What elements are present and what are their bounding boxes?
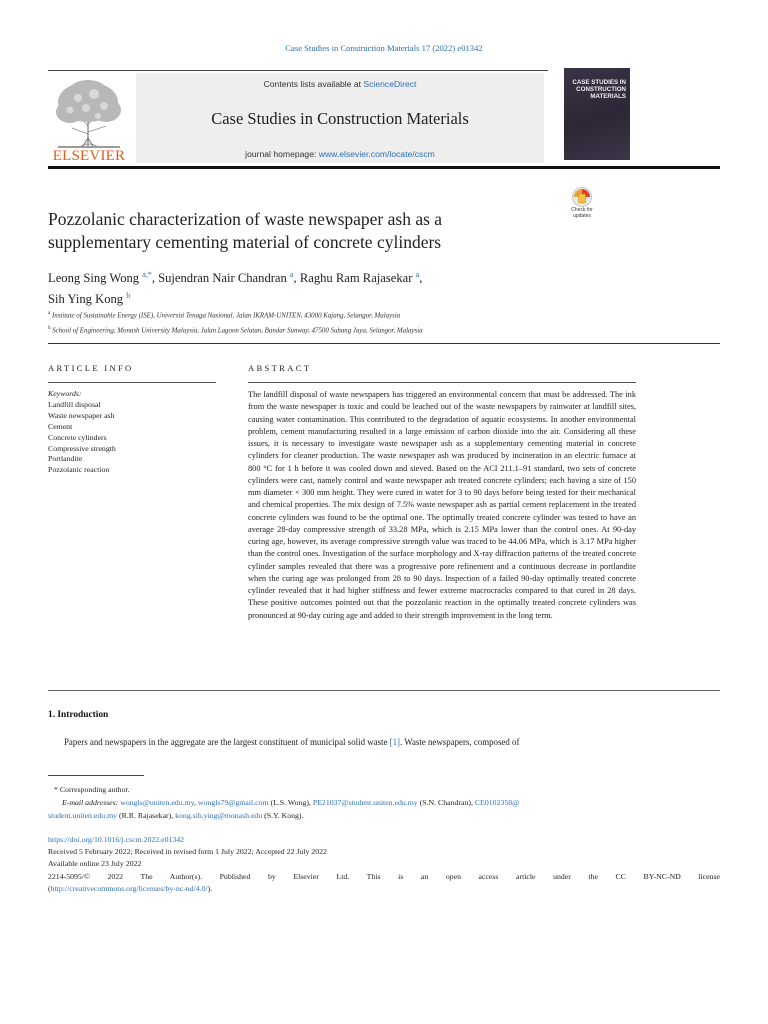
- received-dates: Received 5 February 2022; Received in revised form 1 July 2022; Accepted 22 July 2022: [48, 847, 327, 857]
- check-updates-icon: [566, 186, 598, 208]
- affiliation-text: School of Engineering, Monash University Malaysia, Jalan Lagoon Selatan, Bandar Sunway, 47500 Subang Jaya, Selangor, Malaysia: [52, 327, 423, 335]
- abstract-heading: ABSTRACT: [248, 363, 312, 373]
- available-online: Available online 23 July 2022: [48, 859, 142, 869]
- abstract-text: The landfill disposal of waste newspapers has triggered an environmental concern that must be addressed. The ink from the waste newspaper is toxic and could be leached out of the waste newspapers by rainwater at landfill sites, causing water contamination. This contributed to the degradation of aquatic ecosystems. In another environmental problem, cement manufacturing resulted in a large emission of carbon dioxide into the air. Considering all these issues, it is necessary to investigate waste newspaper ash as a supplementary cementing material in concrete cylinders for cleaner production. The waste newspaper ash was produced by incineration in an electric furnace at 800 °C for 1 h before it was cooled down and sieved. Based on the ACI 211.1–91 standard, two sets of concrete cylinders were cast, namely control and waste newspaper ash treated concrete cylinders; each having a size of 150 mm diameter × 300 mm height. They were cured in water for 3 to 90 days before being tested for their mechanical and chemical properties. The mix design of 7.5% waste newspaper ash as partial cement replacement in the treated concrete cylinders was found to be the optimal one. The optimally treated concrete cylinder was tested to have an average 28-day compressive strength of 33.28 MPa, which is 2.15 MPa lower than the control ones. At 90-day curing age, however, its average compressive strength value was traced to be 44.06 MPa, which is 3.17 MPa higher than the control ones. Investigation of the surface morphology and X-ray diffraction patterns of the treated concrete cylinder samples revealed that there was a progressive pore refinement and a continuous decrease in portlandite when the curing age was prolonged from 28 to 90 days. Inspection of a failed 90-day optimally treated concrete cylinder revealed that it had higher stiffness and fewer extreme macrocracks compared to that cured in 28 days. These positive outcomes pointed out that the pozzolanic reaction in the optimally treated concrete cylinders was pronounced at 90-day curing age and added to their strength improvement in the long term.: [248, 390, 636, 620]
- author-affil-sup[interactable]: b: [126, 291, 131, 301]
- journal-header: [48, 70, 720, 168]
- reference-link[interactable]: [1]: [389, 737, 401, 747]
- author-separator: ,: [151, 271, 159, 286]
- journal-name: Case Studies in Construction Materials: [211, 109, 469, 128]
- article-title: [48, 208, 548, 254]
- contents-prefix: Contents lists available at: [263, 79, 364, 89]
- affiliation-sup: a: [48, 311, 51, 316]
- publication-info: [48, 834, 720, 895]
- author-name[interactable]: Raghu Ram Rajasekar: [299, 271, 413, 286]
- article-title-line-2: supplementary cementing material of concrete cylinders: [48, 232, 442, 252]
- email-link[interactable]: wongls@uniten.edu.my: [120, 798, 194, 807]
- citation-line[interactable]: Case Studies in Construction Materials 17 (2022) e01342: [285, 43, 483, 53]
- homepage-line: [136, 149, 544, 159]
- intro-text-part: . Waste newspapers, composed of: [400, 737, 520, 747]
- email-label: E-mail addresses:: [62, 798, 119, 807]
- footnotes: [48, 783, 720, 822]
- keyword-item: Cement: [48, 421, 73, 431]
- elsevier-wordmark: ELSEVIER: [52, 148, 126, 164]
- homepage-prefix: journal homepage:: [245, 149, 319, 159]
- abstract-bottom-rule: [48, 690, 720, 691]
- abstract-rule: [248, 382, 636, 383]
- contents-line: [136, 79, 544, 89]
- email-text: (S.Y. Kong).: [262, 811, 304, 820]
- email-line-2: [48, 809, 720, 822]
- keyword-item: Waste newspaper ash: [48, 410, 115, 420]
- author-name[interactable]: Sih Ying Kong: [48, 292, 124, 307]
- cover-title: CASE STUDIES IN CONSTRUCTION MATERIALS: [572, 79, 626, 100]
- check-updates-label: Check for updates: [571, 207, 593, 219]
- article-info-heading: ARTICLE INFO: [48, 363, 134, 373]
- affiliation-text: Institute of Sustainable Energy (ISE), Universiti Tenaga Nasional, Jalan IKRAM-UNITEN, 43000 Kajang, Selangor, Malaysia: [51, 312, 401, 320]
- affiliation-list: [48, 308, 708, 338]
- keyword-item: Concrete cylinders: [48, 432, 107, 442]
- affiliation-sup: b: [48, 325, 51, 331]
- author-affil-sup[interactable]: a: [289, 270, 294, 279]
- journal-header-box: [136, 73, 544, 163]
- journal-cover-thumbnail[interactable]: [564, 68, 630, 160]
- check-for-updates-badge[interactable]: [566, 186, 598, 226]
- email-link[interactable]: CE0102358@: [474, 798, 520, 807]
- intro-text-part: Papers and newspapers in the aggregate are the largest constituent of municipal solid waste: [64, 737, 390, 747]
- author-list: [48, 266, 568, 308]
- keyword-item: Pozzolanic reaction: [48, 465, 110, 475]
- author-affil-sup[interactable]: a: [415, 270, 420, 279]
- corresponding-author-note: * Corresponding author.: [54, 785, 130, 794]
- keywords-block: [48, 389, 218, 476]
- affiliation-item: [48, 308, 708, 323]
- header-top-rule: [48, 70, 548, 71]
- keyword-item: Landfill disposal: [48, 399, 101, 409]
- journal-homepage-link[interactable]: www.elsevier.com/locate/cscm: [318, 149, 435, 159]
- email-text: (L.S. Wong),: [268, 798, 313, 807]
- email-link[interactable]: student.uniten.edu.my: [48, 811, 118, 820]
- author-line-2: [48, 287, 568, 308]
- keyword-item: Portlandite: [48, 454, 83, 464]
- email-line-1: [48, 796, 720, 809]
- license-line-2: (http://creativecommons.org/licenses/by-nc-nd/4.0/).: [48, 883, 213, 893]
- email-text: (R.R. Rajasekar),: [117, 811, 176, 820]
- email-text: (S.N. Chandran),: [417, 798, 475, 807]
- author-name[interactable]: Sujendran Nair Chandran: [158, 271, 287, 286]
- email-text: ,: [194, 798, 198, 807]
- sciencedirect-link[interactable]: ScienceDirect: [363, 79, 417, 89]
- author-line-1: [48, 266, 568, 287]
- affiliation-item: [48, 323, 708, 338]
- keyword-item: Compressive strength: [48, 443, 116, 453]
- header-bottom-rule: [48, 166, 720, 169]
- keywords-label: Keywords:: [48, 389, 82, 398]
- license-link[interactable]: http://creativecommons.org/licenses/by-nc-nd/4.0/: [50, 883, 208, 893]
- author-separator: ,: [419, 271, 423, 286]
- email-link[interactable]: wongls79@gmail.com: [197, 798, 269, 807]
- email-link[interactable]: PE21037@student.uniten.edu.my: [312, 798, 418, 807]
- author-affil-sup[interactable]: a,*: [142, 270, 152, 279]
- doi-link[interactable]: https://doi.org/10.1016/j.cscm.2022.e01342: [48, 835, 185, 844]
- introduction-heading: 1. Introduction: [48, 710, 109, 720]
- introduction-paragraph: [64, 737, 724, 747]
- author-separator: ,: [293, 271, 300, 286]
- email-link[interactable]: kong.sih.ying@monash.edu: [175, 811, 263, 820]
- section-divider: [48, 343, 720, 344]
- email-line-1-content: [118, 798, 519, 807]
- author-name[interactable]: Leong Sing Wong: [48, 271, 140, 286]
- article-title-line-1: Pozzolanic characterization of waste newspaper ash as a: [48, 209, 443, 229]
- license-line-1: 2214-5095/© 2022 The Author(s). Published by Elsevier Ltd. This is an open access article under the CC BY-NC-ND license: [48, 871, 720, 881]
- footnote-rule: [48, 775, 144, 776]
- article-info-rule: [48, 382, 216, 383]
